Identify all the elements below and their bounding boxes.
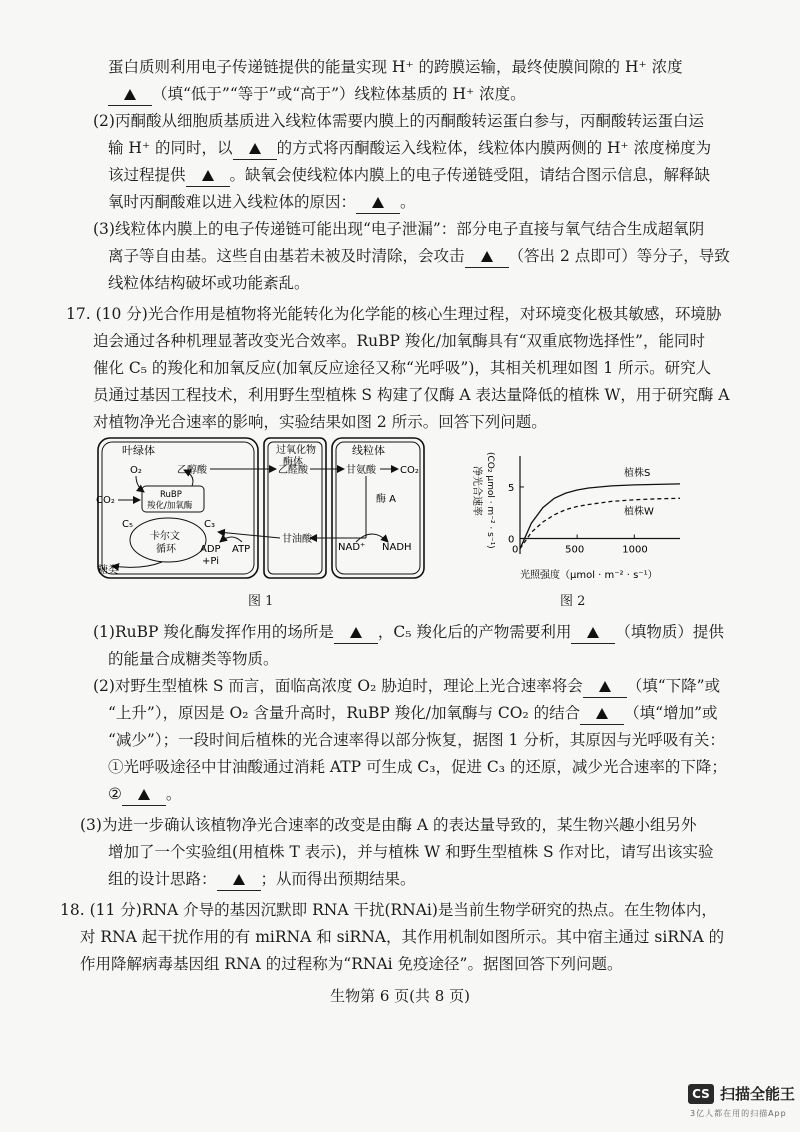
nad-label: NAD⁺ [338,542,366,553]
triangle-icon [124,89,136,100]
answer-blank[interactable] [583,675,627,698]
text-line: “减少”）；一段时间后植株的光合速率得以部分恢复，据图 1 分析，其原因与光呼吸有关： [108,731,725,749]
calvin-label-2: 循环 [156,544,176,555]
triangle-icon [202,170,214,181]
page-footer: 生物第 6 页(共 8 页) [330,987,470,1005]
text-line: (3)线粒体内膜上的电子传递链可能出现“电子泄漏”：部分电子直接与氧气结合生成超氧阴 [93,220,705,238]
triangle-icon [350,627,362,638]
scanner-name: 扫描全能王 [720,1085,796,1103]
camscanner-logo-icon: CS [688,1084,714,1104]
text-line: (2)丙酮酸从细胞质基质进入线粒体需要内膜上的丙酮酸转运蛋白参与，丙酮酸转运蛋白运 [93,112,704,130]
text-line: 对植物净光合速率的影响，实验结果如图 2 所示。回答下列问题。 [93,413,547,431]
answer-blank[interactable] [356,191,400,214]
c5-label: C₅ [122,519,133,530]
peroxisome-label-2: 酶体 [283,457,303,468]
answer-blank[interactable] [108,83,152,106]
glyoxylate-label: 乙醛酸 [278,465,308,476]
answer-blank[interactable] [334,621,378,644]
figure-2-caption: 图 2 [560,594,586,609]
text-line: 对 RNA 起干扰作用的有 miRNA 和 siRNA，其作用机制如图所示。其中宿主通过 siRNA 的 [80,928,725,946]
figure-1-diagram [92,436,432,584]
text-line: 该过程提供 。缺氧会使线粒体内膜上的电子传递链受阻，请结合图示信息，解释缺 [108,164,710,187]
answer-blank[interactable] [571,621,615,644]
x-tick-label: 0 [512,544,519,556]
text-line: 增加了一个实验组(用植株 T 表示)，并与植株 W 和野生型植株 S 作对比，请写出该实验 [108,843,714,861]
figure-2-chart [468,444,698,584]
co2-left-label: CO₂ [96,495,115,506]
triangle-icon [372,197,384,208]
text-line: 的能量合成糖类等物质。 [108,650,279,668]
co2-label: CO₂ [400,465,419,476]
text-line: （填“低于”“等于”或“高于”）线粒体基质的 H⁺ 浓度。 [108,83,526,106]
triangle-icon [249,143,261,154]
glycolate-label: 乙醇酸 [177,465,207,476]
glycine-label: 甘氨酸 [346,465,376,476]
text-line: (1)RuBP 羧化酶发挥作用的场所是 ，C₅ 羧化后的产物需要利用 （填物质）提供 [93,621,724,644]
text-line: 组的设计思路： ；从而得出预期结果。 [108,868,416,891]
text-line: 迫会通过各种机理显著改变光合效率。RuBP 羧化/加氧酶具有“双重底物选择性”，能同时 [93,332,705,350]
sugar-label: 糖类 [98,565,118,576]
rubp-label: RuBP [160,490,182,500]
text-line: ② 。 [108,783,181,806]
calvin-label: 卡尔文 [150,531,180,542]
x-tick-label: 500 [565,544,585,556]
chloroplast-label: 叶绿体 [122,444,155,457]
mitochondrion-box [332,438,424,578]
adp-label: ADP [200,544,221,555]
triangle-icon [596,708,608,719]
scanner-watermark [688,1083,795,1104]
c3-label: C₃ [204,519,215,530]
text-line: 离子等自由基。这些自由基若未被及时清除，会攻击 （答出 2 点即可）等分子，导致 [108,245,730,268]
text-line: (3)为进一步确认该植物净光合速率的改变是由酶 A 的表达量导致的，某生物兴趣小组另外 [80,816,697,834]
figure-1-caption: 图 1 [248,594,274,609]
enzyme-a-label: 酶 A [376,494,397,505]
pi-label: +Pi [202,556,219,567]
answer-blank[interactable] [465,245,509,268]
question-17-line: 17. (10 分)光合作用是植物将光能转化为化学能的核心生理过程，对环境变化极其敏感，环境胁 [66,305,722,323]
text-line: “上升”），原因是 O₂ 含量升高时，RuBP 羧化/加氧酶与 CO₂ 的结合 （填“增加”或 [108,702,718,725]
peroxisome-label: 过氧化物 [276,445,316,456]
answer-blank[interactable] [217,868,261,891]
text-line: 线粒体结构破坏或功能紊乱。 [108,274,310,292]
series-label: 植株W [624,506,654,518]
answer-blank[interactable] [186,164,230,187]
y-tick-label: 0 [508,534,515,546]
x-axis-label: 光照强度（μmol · m⁻² · s⁻¹） [520,570,658,581]
nadh-label: NADH [382,542,412,553]
scanner-tagline: 3亿人都在用的扫描App [690,1109,787,1118]
x-tick-label: 1000 [622,544,648,556]
y-tick-label: 5 [508,482,515,494]
triangle-icon [599,681,611,692]
triangle-icon [138,789,150,800]
text-line: 员通过基因工程技术，利用野生型植株 S 构建了仅酶 A 表达量降低的植株 W，用于研究酶 A [93,386,730,404]
rubp-label-2: 羧化/加氧酶 [147,501,193,511]
triangle-icon [587,627,599,638]
text-line: 氧时丙酮酸难以进入线粒体的原因： 。 [108,191,416,214]
answer-blank[interactable] [233,137,277,160]
text-line: 作用降解病毒基因组 RNA 的过程称为“RNAi 免疫途径”。据图回答下列问题。 [80,955,623,973]
y-axis-label: 净光合速率 [471,466,482,516]
text-line: 蛋白质则利用电子传递链提供的能量实现 H⁺ 的跨膜运输，最终使膜间隙的 H⁺ 浓度 [108,58,683,76]
mitochondrion-label: 线粒体 [352,444,385,457]
o2-label: O₂ [130,465,142,476]
text-line: 输 H⁺ 的同时，以 的方式将丙酮酸运入线粒体，线粒体内膜两侧的 H⁺ 浓度梯度为 [108,137,711,160]
text-line: (2)对野生型植株 S 而言，面临高浓度 O₂ 胁迫时，理论上光合速率将会 （填“下降”或 [93,675,720,698]
text-line: 催化 C₅ 的羧化和加氧反应(加氧反应途径又称“光呼吸”)，其相关机理如图 1 所示。研究人 [93,359,712,377]
y-axis-label-units: (CO₂ μmol · m⁻² · s⁻¹) [485,452,495,549]
answer-blank[interactable] [122,783,166,806]
text-line: ①光呼吸途径中甘油酸通过消耗 ATP 可生成 C₃，促进 C₃ 的还原，减少光合速率的下降； [108,758,727,776]
atp-label: ATP [232,544,251,555]
triangle-icon [481,251,493,262]
triangle-icon [233,874,245,885]
question-18-line: 18. (11 分)RNA 介导的基因沉默即 RNA 干扰(RNAi)是当前生物学研究的热点。在生物体内， [60,901,717,919]
glycerate-label: 甘油酸 [282,534,312,545]
answer-blank[interactable] [580,702,624,725]
series-label: 植株S [624,467,651,479]
